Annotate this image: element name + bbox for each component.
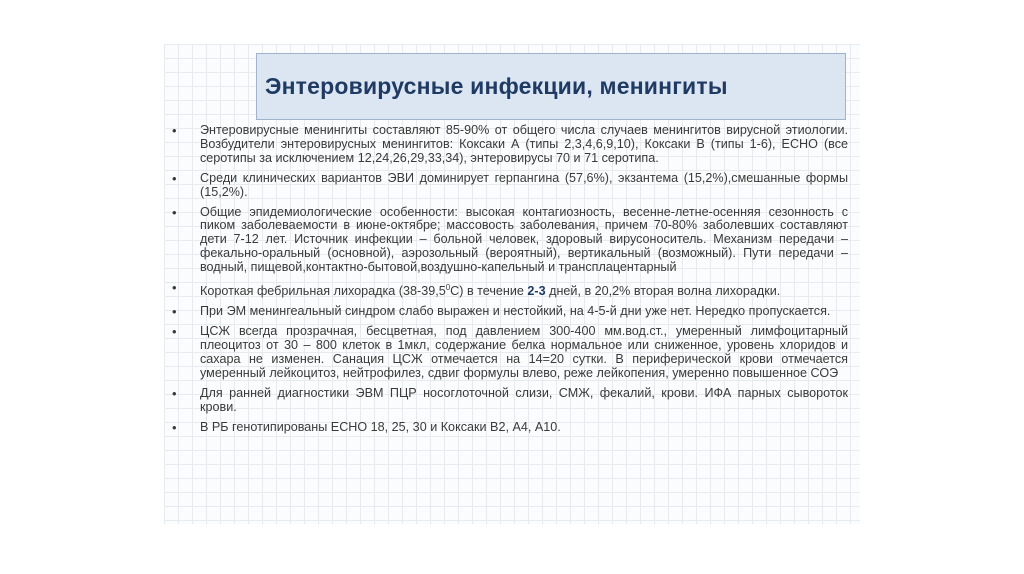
bullet-item (172, 206, 852, 276)
degree-superscript: 0 (445, 283, 451, 293)
days-highlight: 2-3 (527, 284, 546, 299)
bullet-text (200, 281, 852, 299)
title-box (256, 53, 846, 120)
fever-text-end: дней, в 20,2% вторая волна лихорадки. (545, 284, 781, 299)
fever-text-mid: С) в течение (450, 284, 528, 299)
fever-text-start: Короткая фебрильная лихорадка (38-39,5 (200, 284, 446, 299)
bullet-text: В РБ генотипированы ЕСНО 18, 25, 30 и Коксаки В2, А4, А10. (200, 419, 561, 434)
bullet-icon: • (172, 280, 177, 296)
bullet-icon: • (172, 304, 177, 320)
bullet-item (172, 124, 852, 166)
bullet-icon: • (172, 385, 177, 401)
bullet-item (172, 281, 852, 299)
bullet-text: ЦСЖ всегда прозрачная, бесцветная, под давлением 300-400 мм.вод.ст., умеренный лимфоцитарный плеоцитоз от 30 – 800 клеток в 1мкл, содержание белка нормальное или сниженное, уровень хлоридов и сахара не изменен. Санация ЦСЖ отмечается на 14=20 сутки. В периферической крови отмечается умеренный лейкоцитоз, нейтрофилез, сдвиг формулы влево, реже лейкопения, умеренно повышенное СОЭ (200, 324, 848, 380)
bullet-item (172, 305, 852, 319)
bullet-text: Для ранней диагностики ЭВМ ПЦР носоглоточной слизи, СМЖ, фекалий, крови. ИФА парных сывороток крови. (200, 385, 848, 414)
bullet-text: Среди клинических вариантов ЭВИ доминирует герпангина (57,6%), экзантема (15,2%),смешанные формы (15,2%). (200, 170, 848, 199)
bullet-icon: • (172, 324, 177, 340)
bullet-item (172, 421, 852, 435)
bullet-list (172, 124, 852, 434)
bullet-icon: • (172, 123, 177, 138)
bullet-item (172, 172, 852, 200)
bullet-icon: • (172, 170, 177, 186)
bullet-text: Энтеровирусные менингиты составляют 85-90% от общего числа случаев менингитов вирусной этиологии. Возбудители энтеровирусных менингитов: Коксаки А (типы 2,3,4,6,9,10), Коксаки В (типы 1-6), ЕСНО (все серотипы за исключением 12,24,26,29,33,34), энтеровирусы 70 и 71 серотипа. (200, 123, 848, 165)
bullet-item (172, 325, 852, 381)
bullet-item (172, 387, 852, 415)
slide (164, 44, 860, 524)
bullet-icon: • (172, 204, 177, 220)
bullet-text: При ЭМ менингеальный синдром слабо выражен и нестойкий, на 4-5-й дни уже нет. Нередко пропускается. (200, 304, 831, 319)
bullet-icon: • (172, 419, 177, 435)
slide-title: Энтеровирусные инфекции, менингиты (265, 73, 728, 99)
bullet-text: Общие эпидемиологические особенности: высокая контагиозность, весенне-летне-осенняя сезонность с пиком заболеваемости в июне-октябре; массовость заболевания, причем 70-80% заболевших составляют дети 7-12 лет. Источник инфекции – больной человек, здоровый вирусоноситель. Механизм передачи – фекально-оральный (основной), аэрозольный (вероятный), вертикальный (возможный). Пути передачи – водный, пищевой,контактно-бытовой,воздушно-капельный и трансплацентарный (200, 204, 848, 275)
